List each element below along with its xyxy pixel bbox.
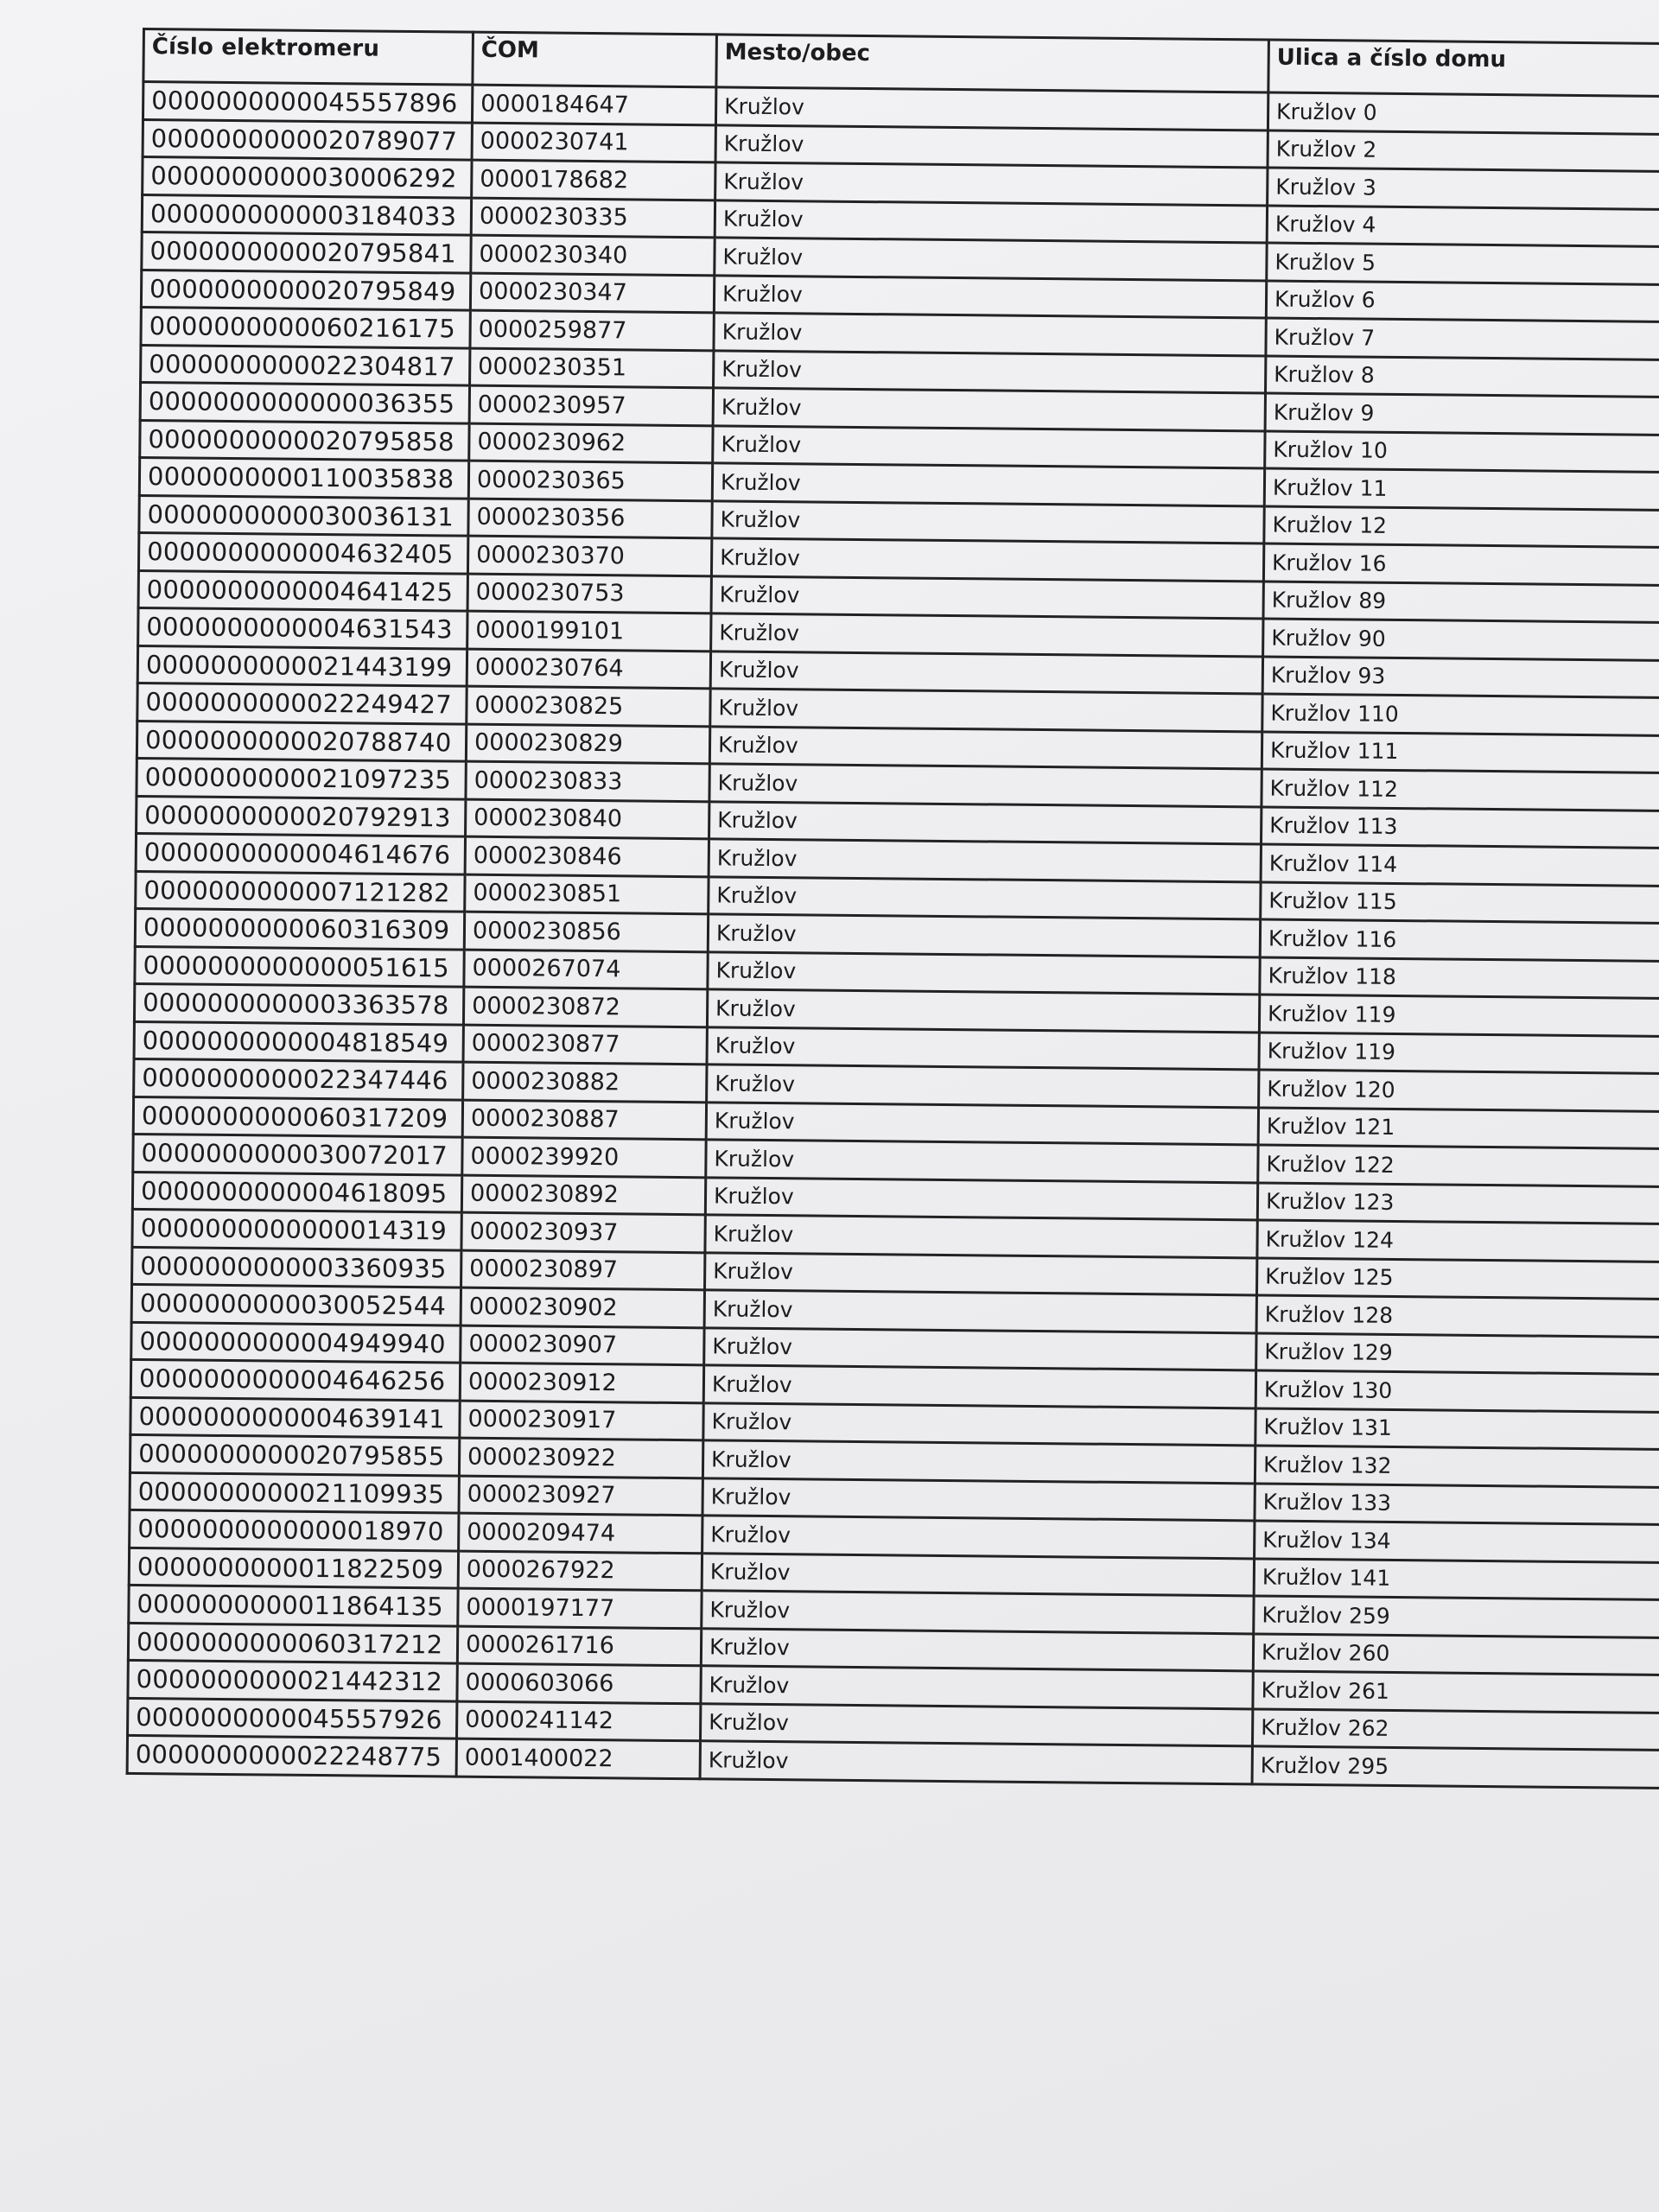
- street-cell: Kružlov 125: [1256, 1257, 1659, 1300]
- city-cell: Kružlov: [705, 1177, 1257, 1220]
- street-cell: Kružlov 134: [1255, 1521, 1659, 1563]
- street-cell: Kružlov 262: [1252, 1708, 1659, 1751]
- com-cell: 0000267074: [464, 950, 708, 989]
- com-cell: 0000230927: [459, 1476, 702, 1516]
- street-cell: Kružlov 122: [1258, 1145, 1659, 1187]
- header-city: Mesto/obec: [716, 35, 1269, 92]
- city-cell: Kružlov: [715, 238, 1267, 281]
- meter-number-cell: 0000000000004949940: [131, 1322, 461, 1363]
- city-cell: Kružlov: [702, 1516, 1255, 1559]
- meter-number-cell: 0000000000021109935: [130, 1472, 459, 1513]
- street-cell: Kružlov 2: [1268, 130, 1659, 173]
- street-cell: Kružlov 112: [1262, 769, 1659, 811]
- city-cell: Kružlov: [708, 951, 1260, 995]
- meter-number-cell: 0000000000004618095: [132, 1172, 461, 1212]
- com-cell: 0000184647: [472, 85, 715, 124]
- city-cell: Kružlov: [715, 87, 1268, 130]
- street-cell: Kružlov 3: [1268, 168, 1659, 210]
- street-cell: Kružlov 123: [1257, 1182, 1659, 1224]
- street-cell: Kružlov 110: [1262, 694, 1659, 736]
- header-com: ČOM: [473, 32, 717, 87]
- street-cell: Kružlov 129: [1256, 1332, 1659, 1375]
- com-cell: 0000230356: [468, 499, 712, 538]
- meter-number-cell: 0000000000030006292: [143, 157, 472, 198]
- meter-number-cell: 0000000000004641425: [138, 570, 467, 611]
- meter-number-cell: 0000000000011864135: [129, 1585, 458, 1625]
- com-cell: 0000230872: [463, 987, 707, 1027]
- meter-number-cell: 0000000000060317212: [128, 1623, 457, 1663]
- meter-number-cell: 0000000000022304817: [141, 345, 470, 385]
- com-cell: 0000230887: [462, 1100, 706, 1140]
- city-cell: Kružlov: [707, 1027, 1259, 1070]
- com-cell: 0000261716: [457, 1626, 701, 1666]
- table-body: [127, 82, 1659, 1789]
- meter-number-cell: 0000000000007121282: [136, 871, 465, 912]
- com-cell: 0000230840: [466, 799, 709, 839]
- meter-number-cell: 0000000000022249427: [137, 683, 467, 723]
- com-cell: 0000230741: [472, 123, 715, 162]
- city-cell: Kružlov: [705, 1215, 1257, 1258]
- city-cell: Kružlov: [705, 1252, 1257, 1295]
- com-cell: 0000230962: [469, 423, 713, 463]
- meter-number-cell: 0000000000020788740: [137, 721, 466, 761]
- com-cell: 0000230764: [467, 649, 710, 689]
- street-cell: Kružlov 131: [1255, 1408, 1659, 1450]
- street-cell: Kružlov 11: [1264, 468, 1659, 511]
- meter-number-cell: 0000000000030072017: [133, 1134, 462, 1174]
- com-cell: 0000230365: [468, 461, 712, 500]
- com-cell: 0001400022: [456, 1738, 700, 1778]
- street-cell: Kružlov 90: [1263, 619, 1659, 661]
- city-cell: Kružlov: [702, 1478, 1255, 1521]
- com-cell: 0000230340: [471, 235, 715, 275]
- street-cell: Kružlov 120: [1259, 1070, 1659, 1112]
- meter-number-cell: 0000000000000036355: [140, 382, 469, 423]
- street-cell: Kružlov 141: [1254, 1558, 1659, 1600]
- meter-number-cell: 0000000000020792913: [137, 796, 466, 836]
- com-cell: 0000178682: [472, 160, 715, 200]
- com-cell: 0000230922: [459, 1438, 702, 1478]
- city-cell: Kružlov: [711, 538, 1263, 582]
- com-cell: 0000230829: [466, 724, 709, 764]
- meter-number-cell: 0000000000000014319: [132, 1209, 461, 1249]
- com-cell: 0000230825: [467, 686, 710, 726]
- street-cell: Kružlov 5: [1267, 243, 1659, 285]
- com-cell: 0000230907: [461, 1325, 704, 1365]
- meter-number-cell: 0000000000004614676: [136, 833, 465, 874]
- street-cell: Kružlov 8: [1265, 355, 1659, 397]
- meter-number-cell: 0000000000004639141: [130, 1397, 460, 1438]
- com-cell: 0000230897: [461, 1250, 705, 1290]
- city-cell: Kružlov: [707, 1065, 1259, 1108]
- meter-number-cell: 0000000000003360935: [132, 1247, 461, 1287]
- street-cell: Kružlov 111: [1262, 731, 1659, 773]
- city-cell: Kružlov: [714, 313, 1266, 356]
- com-cell: 0000230753: [467, 574, 711, 613]
- street-cell: Kružlov 130: [1255, 1370, 1659, 1413]
- city-cell: Kružlov: [707, 989, 1259, 1033]
- street-cell: Kružlov 12: [1264, 505, 1659, 548]
- com-cell: 0000230957: [469, 385, 713, 425]
- meter-number-cell: 0000000000030052544: [131, 1284, 461, 1325]
- com-cell: 0000197177: [458, 1588, 702, 1628]
- street-cell: Kružlov 6: [1266, 280, 1659, 322]
- city-cell: Kružlov: [701, 1666, 1253, 1709]
- meter-number-cell: 0000000000022248775: [127, 1735, 456, 1776]
- city-cell: Kružlov: [700, 1703, 1252, 1746]
- city-cell: Kružlov: [713, 425, 1265, 468]
- meter-number-cell: 0000000000020795841: [142, 232, 471, 273]
- street-cell: Kružlov 114: [1261, 844, 1659, 887]
- city-cell: Kružlov: [710, 689, 1262, 732]
- com-cell: 0000230937: [461, 1212, 705, 1252]
- city-cell: Kružlov: [715, 200, 1267, 243]
- street-cell: Kružlov 128: [1256, 1295, 1659, 1338]
- street-cell: Kružlov 295: [1252, 1746, 1659, 1789]
- city-cell: Kružlov: [703, 1402, 1255, 1446]
- street-cell: Kružlov 133: [1255, 1483, 1659, 1525]
- city-cell: Kružlov: [715, 162, 1268, 206]
- meter-number-cell: 0000000000011822509: [129, 1548, 458, 1588]
- city-cell: Kružlov: [709, 764, 1262, 807]
- com-cell: 0000230917: [460, 1401, 703, 1440]
- com-cell: 0000230351: [470, 348, 714, 388]
- city-cell: Kružlov: [712, 463, 1264, 506]
- city-cell: Kružlov: [710, 651, 1262, 694]
- com-cell: 0000603066: [457, 1663, 701, 1703]
- city-cell: Kružlov: [712, 500, 1264, 543]
- street-cell: Kružlov 4: [1267, 206, 1659, 248]
- com-cell: 0000230912: [460, 1363, 703, 1402]
- header-street: Ulica a číslo domu: [1268, 40, 1659, 97]
- com-cell: 0000230851: [465, 874, 709, 914]
- city-cell: Kružlov: [700, 1741, 1252, 1784]
- meter-number-cell: 0000000000000051615: [135, 946, 464, 987]
- city-cell: Kružlov: [703, 1365, 1255, 1408]
- city-cell: Kružlov: [704, 1327, 1256, 1370]
- header-meter-number: Číslo elektromeru: [143, 29, 474, 86]
- meter-number-cell: 0000000000110035838: [139, 457, 468, 498]
- com-cell: 0000259877: [470, 310, 714, 350]
- city-cell: Kružlov: [702, 1591, 1254, 1634]
- street-cell: Kružlov 119: [1259, 995, 1659, 1037]
- city-cell: Kružlov: [704, 1290, 1256, 1333]
- meter-number-cell: 0000000000060317209: [133, 1096, 462, 1137]
- street-cell: Kružlov 89: [1263, 581, 1659, 623]
- meter-number-cell: 0000000000021442312: [128, 1660, 457, 1700]
- city-cell: Kružlov: [706, 1102, 1258, 1145]
- city-cell: Kružlov: [701, 1628, 1253, 1671]
- city-cell: Kružlov: [708, 914, 1260, 957]
- city-cell: Kružlov: [711, 575, 1263, 619]
- city-cell: Kružlov: [713, 388, 1265, 431]
- meter-number-cell: 0000000000022347446: [134, 1058, 463, 1099]
- street-cell: Kružlov 9: [1265, 393, 1659, 435]
- com-cell: 0000209474: [459, 1513, 702, 1553]
- com-cell: 0000230882: [463, 1062, 707, 1102]
- meter-table: [126, 28, 1659, 1789]
- meter-number-cell: 0000000000004632405: [138, 532, 467, 573]
- street-cell: Kružlov 119: [1259, 1032, 1659, 1074]
- street-cell: Kružlov 118: [1260, 957, 1659, 999]
- city-cell: Kružlov: [709, 876, 1261, 919]
- meter-number-cell: 0000000000030036131: [139, 495, 468, 536]
- com-cell: 0000230877: [463, 1025, 707, 1065]
- city-cell: Kružlov: [702, 1440, 1255, 1484]
- com-cell: 0000230347: [470, 273, 714, 313]
- meter-number-cell: 0000000000020795855: [130, 1434, 459, 1475]
- meter-number-cell: 0000000000020795849: [141, 270, 470, 310]
- street-cell: Kružlov 124: [1257, 1220, 1659, 1262]
- city-cell: Kružlov: [706, 1140, 1258, 1183]
- meter-number-cell: 0000000000045557926: [128, 1698, 457, 1738]
- city-cell: Kružlov: [709, 801, 1262, 844]
- com-cell: 0000230833: [466, 761, 709, 801]
- com-cell: 0000230892: [461, 1175, 705, 1215]
- street-cell: Kružlov 115: [1261, 881, 1659, 924]
- street-cell: Kružlov 7: [1266, 318, 1659, 360]
- meter-number-cell: 0000000000020789077: [143, 119, 472, 160]
- meter-number-cell: 0000000000060216175: [141, 307, 470, 347]
- street-cell: Kružlov 259: [1254, 1596, 1659, 1638]
- street-cell: Kružlov 10: [1265, 430, 1659, 473]
- meter-number-cell: 0000000000060316309: [135, 908, 464, 949]
- meter-number-cell: 0000000000004631543: [138, 607, 467, 648]
- com-cell: 0000239920: [462, 1137, 706, 1177]
- street-cell: Kružlov 132: [1255, 1446, 1659, 1488]
- com-cell: 0000241142: [457, 1701, 701, 1741]
- meter-number-cell: 0000000000004818549: [134, 1021, 463, 1062]
- com-cell: 0000267922: [458, 1551, 702, 1591]
- meter-number-cell: 0000000000003363578: [134, 983, 463, 1024]
- city-cell: Kružlov: [714, 275, 1266, 318]
- street-cell: Kružlov 16: [1263, 543, 1659, 586]
- city-cell: Kružlov: [709, 726, 1262, 769]
- meter-number-cell: 0000000000004646256: [130, 1359, 460, 1400]
- city-cell: Kružlov: [715, 124, 1268, 168]
- meter-number-cell: 0000000000000018970: [130, 1510, 459, 1550]
- street-cell: Kružlov 0: [1268, 92, 1659, 135]
- com-cell: 0000230846: [465, 836, 709, 876]
- com-cell: 0000199101: [467, 611, 711, 651]
- city-cell: Kružlov: [702, 1553, 1254, 1596]
- com-cell: 0000230335: [471, 198, 715, 238]
- meter-number-cell: 0000000000045557896: [143, 82, 472, 123]
- meter-number-cell: 0000000000021443199: [137, 645, 467, 686]
- com-cell: 0000230902: [461, 1287, 704, 1327]
- street-cell: Kružlov 93: [1262, 656, 1659, 698]
- street-cell: Kružlov 261: [1253, 1671, 1659, 1713]
- street-cell: Kružlov 260: [1253, 1633, 1659, 1675]
- street-cell: Kružlov 116: [1260, 919, 1659, 962]
- com-cell: 0000230856: [464, 912, 708, 951]
- com-cell: 0000230370: [467, 536, 711, 575]
- meter-number-cell: 0000000000020795858: [140, 420, 469, 461]
- city-cell: Kružlov: [714, 350, 1266, 393]
- meter-number-cell: 0000000000021097235: [137, 758, 466, 798]
- city-cell: Kružlov: [709, 839, 1261, 882]
- street-cell: Kružlov 113: [1261, 806, 1659, 849]
- meter-number-cell: 0000000000003184033: [142, 194, 471, 235]
- street-cell: Kružlov 121: [1258, 1107, 1659, 1149]
- city-cell: Kružlov: [711, 613, 1263, 657]
- meter-table-container: [126, 28, 1659, 1789]
